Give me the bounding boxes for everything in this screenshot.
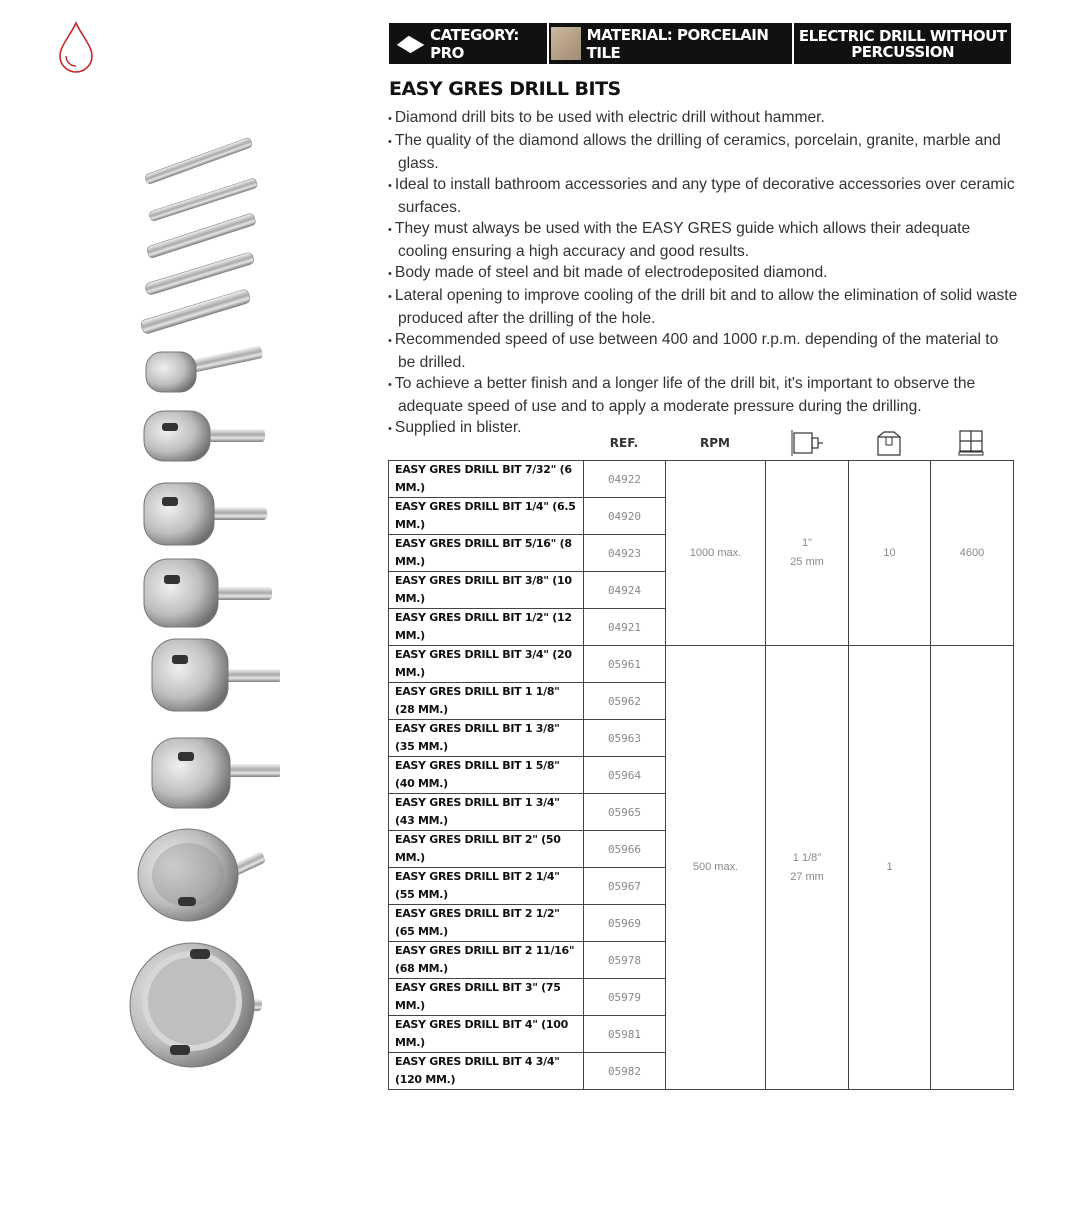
box-quantity-icon — [875, 429, 903, 457]
pallet-quantity-icon — [957, 429, 985, 457]
diamond-icon — [395, 32, 426, 56]
product-ref: 05966 — [584, 831, 666, 868]
product-ref: 04924 — [584, 572, 666, 609]
product-name: EASY GRES DRILL BIT 2 1/2" (65 MM.) — [389, 905, 584, 942]
table-row — [389, 646, 1014, 683]
product-ref: 04920 — [584, 498, 666, 535]
product-name: EASY GRES DRILL BIT 2 11/16" (68 MM.) — [389, 942, 584, 979]
product-name: EASY GRES DRILL BIT 4" (100 MM.) — [389, 1016, 584, 1053]
column-header-depth — [765, 428, 848, 458]
product-name: EASY GRES DRILL BIT 1/2" (12 MM.) — [389, 609, 584, 646]
depth-group2 — [766, 646, 849, 1090]
product-ref: 05963 — [584, 720, 666, 757]
product-ref: 05965 — [584, 794, 666, 831]
product-name: EASY GRES DRILL BIT 5/16" (8 MM.) — [389, 535, 584, 572]
feature-item: • Lateral opening to improve cooling of the drill bit and to allow the elimination of solid waste produced after the drilling of the hole. — [388, 285, 1018, 329]
drill-mode-badge — [794, 23, 1011, 64]
feature-list — [388, 107, 1018, 440]
product-ref: 05961 — [584, 646, 666, 683]
category-badge — [389, 23, 547, 64]
product-name: EASY GRES DRILL BIT 3/4" (20 MM.) — [389, 646, 584, 683]
product-title: EASY GRES DRILL BITS — [389, 78, 621, 100]
depth-mm: 27 mm — [790, 870, 824, 883]
feature-item: • Diamond drill bits to be used with electric drill without hammer. — [388, 107, 1018, 130]
product-name: EASY GRES DRILL BIT 2 1/4" (55 MM.) — [389, 868, 584, 905]
drill-mode-line1: ELECTRIC DRILL WITHOUT — [798, 26, 1007, 45]
drill-depth-icon — [790, 429, 824, 457]
category-label: CATEGORY: PRO — [430, 25, 519, 62]
depth-group1 — [766, 461, 849, 646]
feature-item: • To achieve a better finish and a longer life of the drill bit, it's important to observe the adequate speed of use and to apply a moderate pressure during the drilling. — [388, 373, 1018, 417]
box-qty-group1: 10 — [849, 461, 931, 646]
product-ref: 04922 — [584, 461, 666, 498]
depth-mm: 25 mm — [790, 556, 824, 568]
feature-item: • Supplied in blister. — [388, 417, 1018, 440]
product-name: EASY GRES DRILL BIT 7/32" (6 MM.) — [389, 461, 584, 498]
material-label: MATERIAL: PORCELAIN TILE — [586, 25, 769, 62]
pallet-qty-group2 — [931, 646, 1014, 1090]
feature-item: • Body made of steel and bit made of electrodeposited diamond. — [388, 262, 1018, 285]
product-ref: 05967 — [584, 868, 666, 905]
product-name: EASY GRES DRILL BIT 1 3/8" (35 MM.) — [389, 720, 584, 757]
product-ref: 04921 — [584, 609, 666, 646]
product-spec-table — [388, 460, 1014, 1090]
product-ref: 05964 — [584, 757, 666, 794]
material-badge — [549, 23, 793, 64]
feature-item: • Recommended speed of use between 400 and 1000 r.p.m. depending of the material to be drilled. — [388, 329, 1018, 373]
product-ref: 05962 — [584, 683, 666, 720]
product-name: EASY GRES DRILL BIT 1 1/8" (28 MM.) — [389, 683, 584, 720]
product-ref: 05978 — [584, 942, 666, 979]
feature-item: • They must always be used with the EASY GRES guide which allows their adequate cooling ensuring a high accuracy and good results. — [388, 218, 1018, 262]
depth-inch: 1" — [801, 537, 813, 549]
column-header-box — [848, 428, 930, 458]
rpm-group2: 500 max. — [666, 646, 766, 1090]
column-header-rpm: RPM — [700, 436, 730, 450]
product-name: EASY GRES DRILL BIT 3" (75 MM.) — [389, 979, 584, 1016]
product-ref: 05979 — [584, 979, 666, 1016]
column-header-pallet — [930, 428, 1012, 458]
product-ref: 05981 — [584, 1016, 666, 1053]
rpm-group1: 1000 max. — [666, 461, 766, 646]
depth-inch: 1 1/8" — [792, 851, 822, 864]
box-qty-group2: 1 — [849, 646, 931, 1090]
header-bar — [389, 23, 1011, 64]
product-ref: 05982 — [584, 1053, 666, 1090]
product-name: EASY GRES DRILL BIT 3/8" (10 MM.) — [389, 572, 584, 609]
porcelain-tile-swatch — [551, 27, 581, 60]
water-drop-icon — [56, 20, 96, 74]
product-name: EASY GRES DRILL BIT 2" (50 MM.) — [389, 831, 584, 868]
product-name: EASY GRES DRILL BIT 4 3/4" (120 MM.) — [389, 1053, 584, 1090]
product-name: EASY GRES DRILL BIT 1 3/4" (43 MM.) — [389, 794, 584, 831]
product-name: EASY GRES DRILL BIT 1/4" (6.5 MM.) — [389, 498, 584, 535]
feature-item: • Ideal to install bathroom accessories and any type of decorative accessories over ceramic surfaces. — [388, 174, 1018, 218]
drill-bits-product-image — [120, 130, 280, 1090]
drill-mode-line2: PERCUSSION — [851, 42, 955, 61]
pallet-qty-group1: 4600 — [931, 461, 1014, 646]
product-name: EASY GRES DRILL BIT 1 5/8" (40 MM.) — [389, 757, 584, 794]
table-row — [389, 461, 1014, 498]
product-ref: 05969 — [584, 905, 666, 942]
feature-item: • The quality of the diamond allows the drilling of ceramics, porcelain, granite, marble and glass. — [388, 130, 1018, 174]
product-ref: 04923 — [584, 535, 666, 572]
column-header-ref: REF. — [609, 436, 639, 450]
